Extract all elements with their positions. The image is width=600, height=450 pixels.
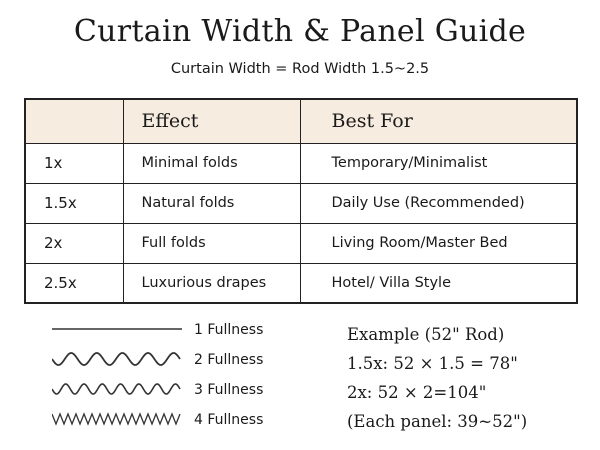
header-best-for: Best For — [300, 99, 577, 143]
page-subtitle: Curtain Width = Rod Width 1.5~2.5 — [170, 61, 430, 77]
medium-wave-icon — [52, 378, 182, 402]
legend-label: 3 Fullness — [194, 382, 264, 398]
legend-label: 2 Fullness — [194, 352, 264, 368]
table-row — [25, 223, 577, 263]
multiplier-cell: 1x — [25, 143, 123, 183]
example-box — [347, 320, 527, 436]
best-for-cell: Hotel/ Villa Style — [300, 263, 577, 303]
best-for-cell: Temporary/Minimalist — [300, 143, 577, 183]
table-row — [25, 183, 577, 223]
multiplier-cell: 2.5x — [25, 263, 123, 303]
fullness-table — [24, 98, 578, 304]
effect-cell: Natural folds — [123, 183, 300, 223]
effect-cell: Luxurious drapes — [123, 263, 300, 303]
header-effect: Effect — [123, 99, 300, 143]
example-heading: Example (52" Rod) — [347, 325, 505, 344]
table-header-row — [25, 99, 577, 143]
legend-label: 4 Fullness — [194, 412, 264, 428]
tight-zigzag-icon — [52, 408, 182, 432]
example-line: 1.5x: 52 × 1.5 = 78" — [347, 354, 518, 373]
effect-cell: Minimal folds — [123, 143, 300, 183]
table-row — [25, 143, 577, 183]
wide-wave-icon — [52, 348, 182, 372]
multiplier-cell: 1.5x — [25, 183, 123, 223]
page-title: Curtain Width & Panel Guide — [73, 14, 527, 49]
best-for-cell: Daily Use (Recommended) — [300, 183, 577, 223]
straight-line-icon — [52, 318, 182, 342]
example-line: (Each panel: 39~52") — [347, 412, 528, 431]
best-for-cell: Living Room/Master Bed — [300, 223, 577, 263]
table-row — [25, 263, 577, 303]
effect-cell: Full folds — [123, 223, 300, 263]
multiplier-cell: 2x — [25, 223, 123, 263]
header-multiplier — [25, 99, 123, 143]
legend-label: 1 Fullness — [194, 322, 264, 338]
example-line: 2x: 52 × 2=104" — [347, 383, 487, 402]
